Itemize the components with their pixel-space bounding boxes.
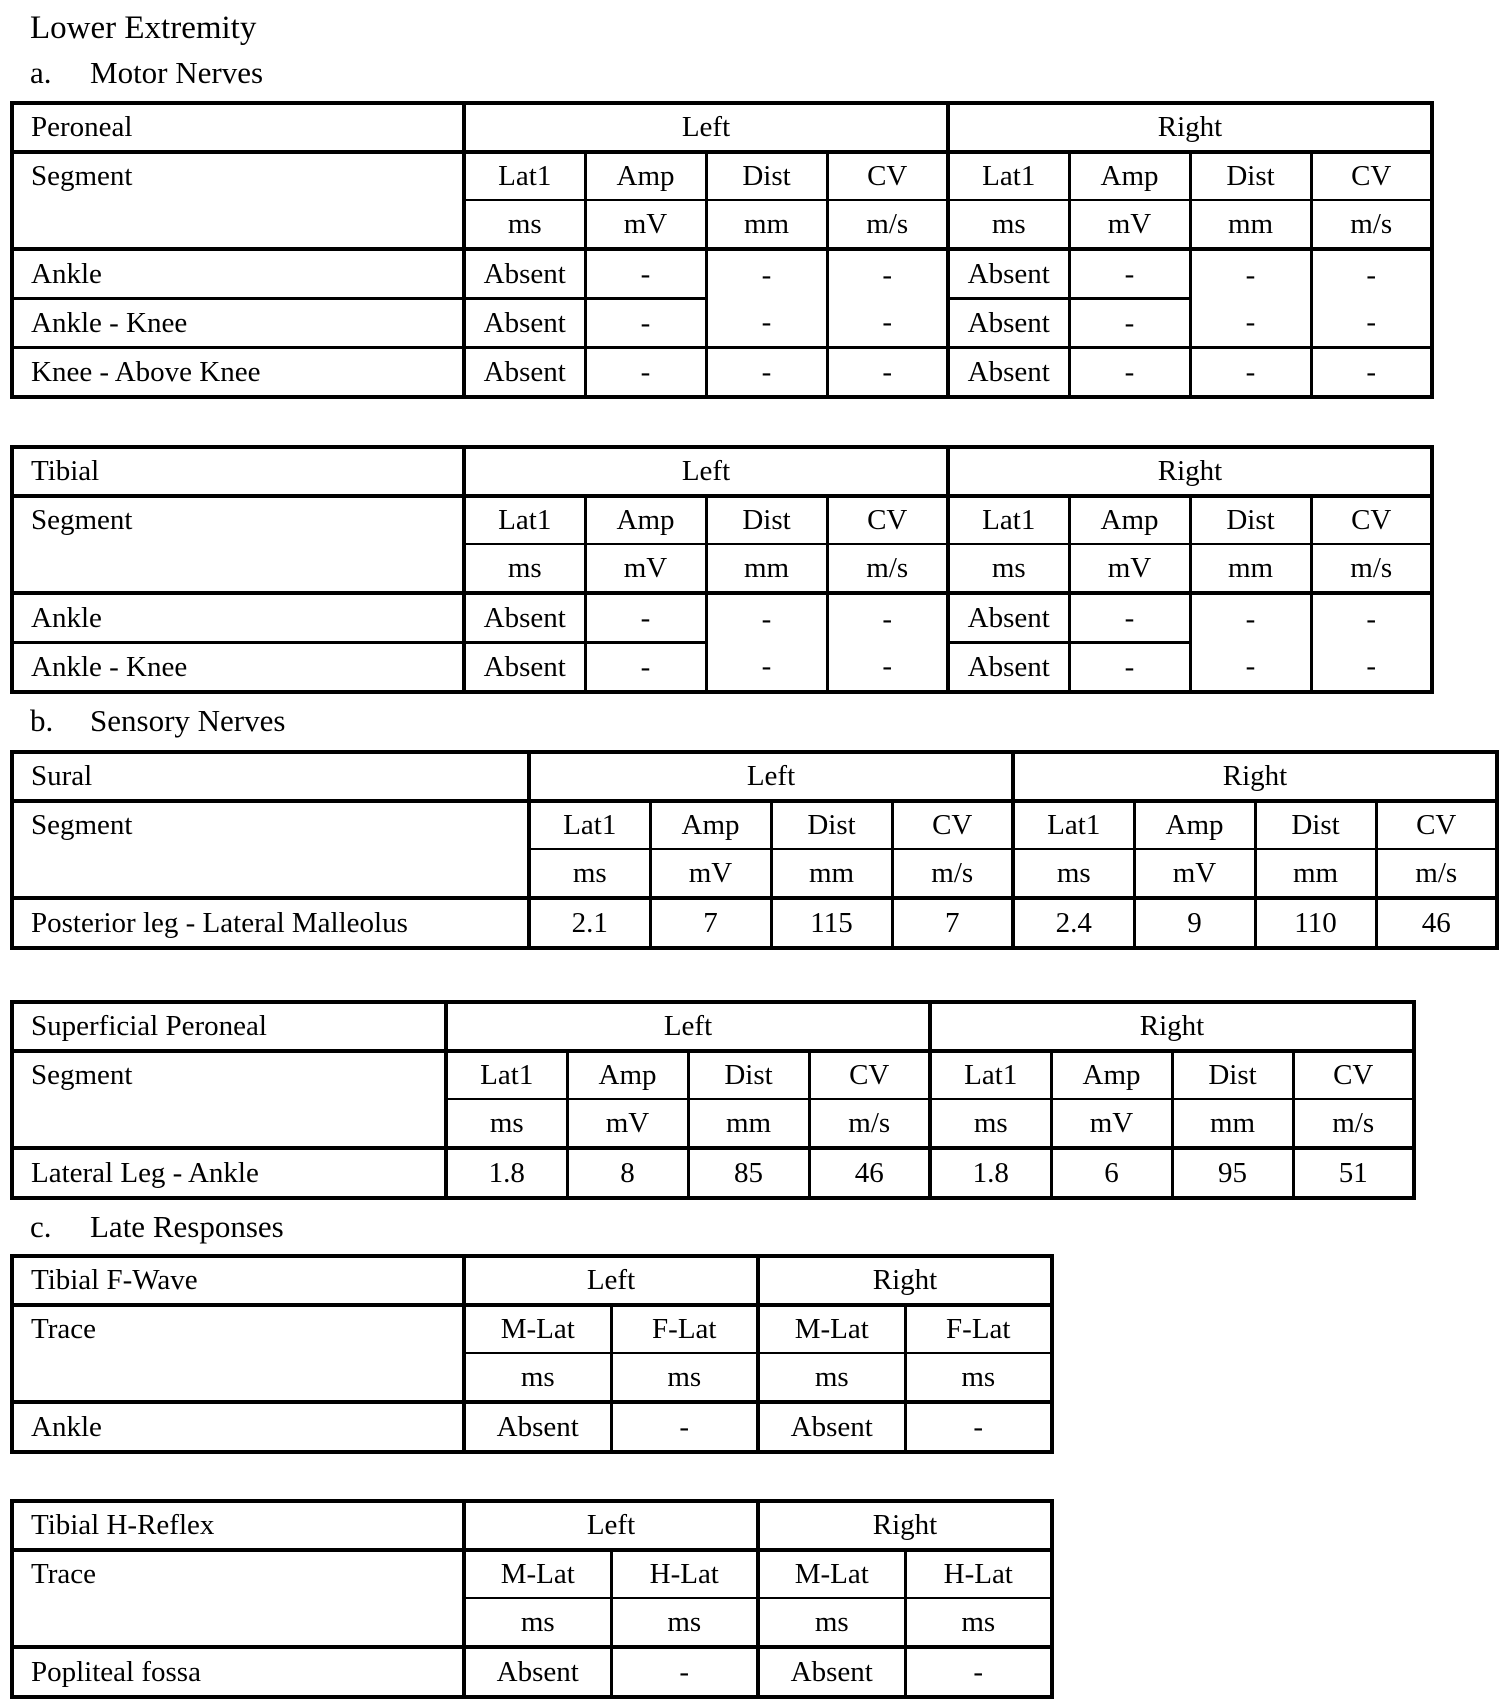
unit: ms (464, 1598, 611, 1647)
unit: ms (446, 1099, 567, 1148)
value: Absent (464, 1402, 611, 1452)
row-label: Lateral Leg - Ankle (12, 1148, 446, 1198)
section-b-heading (30, 700, 1500, 742)
tibial-table (10, 445, 1434, 694)
col-header: Lat1 (529, 801, 650, 849)
section-a-heading (30, 52, 1500, 94)
nerve-name: Sural (12, 752, 529, 801)
group-right: Right (930, 1002, 1414, 1051)
col-header: CV (827, 152, 948, 200)
value: Absent (464, 1647, 611, 1697)
unit: m/s (1293, 1099, 1414, 1148)
col-header: Lat1 (948, 152, 1069, 200)
unit: m/s (1311, 200, 1432, 249)
value: - (1069, 249, 1190, 299)
value: 7 (892, 898, 1013, 948)
value: Absent (464, 299, 585, 348)
unit: mV (585, 200, 706, 249)
trace-header: Trace (12, 1550, 464, 1647)
col-header: Amp (1069, 496, 1190, 544)
value: Absent (464, 643, 585, 693)
value: 1.8 (930, 1148, 1051, 1198)
group-right: Right (948, 103, 1432, 152)
unit: mV (1051, 1099, 1172, 1148)
col-header: Dist (771, 801, 892, 849)
value: - (1190, 299, 1311, 348)
unit: mV (650, 849, 771, 898)
value: 46 (1376, 898, 1497, 948)
group-left: Left (464, 1256, 758, 1305)
unit: mV (567, 1099, 688, 1148)
value: 1.8 (446, 1148, 567, 1198)
unit: ms (905, 1598, 1052, 1647)
col-header: F-Lat (611, 1305, 758, 1353)
unit: ms (758, 1353, 905, 1402)
unit: ms (611, 1353, 758, 1402)
tibial-f-wave-table (10, 1254, 1054, 1454)
unit: mV (1069, 200, 1190, 249)
value: Absent (464, 249, 585, 299)
col-header: Amp (585, 496, 706, 544)
value: Absent (464, 348, 585, 398)
value: - (1190, 348, 1311, 398)
col-header: Lat1 (948, 496, 1069, 544)
table-row (12, 1402, 1052, 1452)
col-header: CV (1311, 152, 1432, 200)
value: - (1366, 602, 1377, 635)
group-right: Right (1013, 752, 1497, 801)
value: 8 (567, 1148, 688, 1198)
value: - (611, 1647, 758, 1697)
table-row (12, 1647, 1052, 1697)
value: 51 (1293, 1148, 1414, 1198)
table-row (12, 1148, 1414, 1198)
value: - (1069, 299, 1190, 348)
row-label: Ankle (12, 593, 464, 643)
segment-header: Segment (12, 496, 464, 593)
value: - (827, 348, 948, 398)
group-left: Left (464, 447, 948, 496)
col-header: Amp (1069, 152, 1190, 200)
unit: ms (930, 1099, 1051, 1148)
value: - (1190, 249, 1311, 299)
unit: mm (1255, 849, 1376, 898)
col-header: F-Lat (905, 1305, 1052, 1353)
unit: ms (1013, 849, 1134, 898)
col-header: Dist (1190, 496, 1311, 544)
col-header: M-Lat (464, 1550, 611, 1598)
unit: m/s (892, 849, 1013, 898)
page-title: Lower Extremity (30, 10, 257, 46)
group-right: Right (758, 1256, 1052, 1305)
group-left: Left (446, 1002, 930, 1051)
unit: ms (948, 200, 1069, 249)
value: - (706, 348, 827, 398)
value: Absent (948, 643, 1069, 693)
row-label: Ankle (12, 1402, 464, 1452)
col-header: M-Lat (758, 1305, 905, 1353)
section-b-label: Sensory Nerves (90, 703, 286, 738)
row-label: Posterior leg - Lateral Malleolus (12, 898, 529, 948)
value: 85 (688, 1148, 809, 1198)
group-left: Left (464, 1501, 758, 1550)
unit: mm (688, 1099, 809, 1148)
value: - (706, 249, 827, 299)
value: - (1190, 593, 1311, 643)
unit: mV (1134, 849, 1255, 898)
section-c-index: c. (30, 1209, 52, 1244)
value: 2.4 (1013, 898, 1134, 948)
trace-header: Trace (12, 1305, 464, 1402)
unit: mm (1190, 544, 1311, 593)
value: - (827, 593, 948, 643)
tibial-h-reflex-table (10, 1499, 1054, 1699)
col-header: Amp (1051, 1051, 1172, 1099)
value: - (1311, 348, 1432, 398)
value: - (827, 643, 948, 693)
col-header: CV (892, 801, 1013, 849)
col-header: Lat1 (446, 1051, 567, 1099)
col-header: Dist (1190, 152, 1311, 200)
unit: mV (585, 544, 706, 593)
row-label: Ankle (12, 249, 464, 299)
unit: m/s (827, 200, 948, 249)
unit: ms (464, 1353, 611, 1402)
table-row (12, 898, 1497, 948)
nerve-name: Tibial (12, 447, 464, 496)
value: - (585, 643, 706, 693)
value: 46 (809, 1148, 930, 1198)
col-header: Lat1 (930, 1051, 1051, 1099)
value: - (1366, 258, 1377, 291)
value: - (706, 643, 827, 693)
value: - (1311, 299, 1432, 348)
superficial-peroneal-table (10, 1000, 1416, 1200)
nerve-name: Peroneal (12, 103, 464, 152)
col-header: Dist (1172, 1051, 1293, 1099)
value: - (1069, 643, 1190, 693)
table-row (12, 593, 1432, 643)
group-left: Left (529, 752, 1013, 801)
value: 9 (1134, 898, 1255, 948)
value: - (1190, 643, 1311, 693)
unit: mm (706, 200, 827, 249)
value: - (706, 593, 827, 643)
peroneal-table (10, 101, 1434, 399)
table-row (12, 249, 1432, 299)
group-left: Left (464, 103, 948, 152)
col-header: Amp (585, 152, 706, 200)
col-header: CV (827, 496, 948, 544)
segment-header: Segment (12, 1051, 446, 1148)
unit: m/s (809, 1099, 930, 1148)
unit: ms (611, 1598, 758, 1647)
col-header: CV (1376, 801, 1497, 849)
value: Absent (464, 593, 585, 643)
value: - (706, 299, 827, 348)
col-header: Lat1 (464, 496, 585, 544)
col-header: M-Lat (464, 1305, 611, 1353)
value: Absent (758, 1402, 905, 1452)
col-header: CV (1293, 1051, 1414, 1099)
unit: ms (948, 544, 1069, 593)
col-header: Lat1 (1013, 801, 1134, 849)
row-label: Ankle - Knee (12, 299, 464, 348)
unit: ms (905, 1353, 1052, 1402)
value: Absent (948, 299, 1069, 348)
row-label: Knee - Above Knee (12, 348, 464, 398)
value: - (585, 299, 706, 348)
col-header: CV (809, 1051, 930, 1099)
unit: mm (1172, 1099, 1293, 1148)
section-b-index: b. (30, 703, 54, 738)
unit: ms (464, 544, 585, 593)
unit: mm (1190, 200, 1311, 249)
col-header: Lat1 (464, 152, 585, 200)
col-header: Amp (650, 801, 771, 849)
value: - (1069, 348, 1190, 398)
section-c-label: Late Responses (90, 1209, 284, 1244)
col-header: Dist (688, 1051, 809, 1099)
table-row (12, 643, 1432, 693)
value: - (827, 249, 948, 299)
unit: mm (706, 544, 827, 593)
table-row (12, 348, 1432, 398)
unit: mm (771, 849, 892, 898)
value: - (585, 348, 706, 398)
value: 6 (1051, 1148, 1172, 1198)
nerve-name: Tibial F-Wave (12, 1256, 464, 1305)
value: Absent (758, 1647, 905, 1697)
col-header: Amp (1134, 801, 1255, 849)
value: - (611, 1402, 758, 1452)
section-a-index: a. (30, 55, 52, 90)
value: Absent (948, 593, 1069, 643)
unit: m/s (827, 544, 948, 593)
value: - (585, 249, 706, 299)
col-header: H-Lat (611, 1550, 758, 1598)
value: - (585, 593, 706, 643)
col-header: Dist (706, 496, 827, 544)
col-header: CV (1311, 496, 1432, 544)
segment-header: Segment (12, 152, 464, 249)
unit: m/s (1311, 544, 1432, 593)
value: 110 (1255, 898, 1376, 948)
col-header: H-Lat (905, 1550, 1052, 1598)
value: 7 (650, 898, 771, 948)
col-header: M-Lat (758, 1550, 905, 1598)
value: - (1069, 593, 1190, 643)
value: 95 (1172, 1148, 1293, 1198)
value: Absent (948, 348, 1069, 398)
group-right: Right (948, 447, 1432, 496)
sural-table (10, 750, 1499, 950)
value: 2.1 (529, 898, 650, 948)
value: - (827, 299, 948, 348)
unit: mV (1069, 544, 1190, 593)
section-a-label: Motor Nerves (90, 55, 264, 90)
unit: ms (529, 849, 650, 898)
group-right: Right (758, 1501, 1052, 1550)
unit: m/s (1376, 849, 1497, 898)
unit: ms (464, 200, 585, 249)
value: 115 (771, 898, 892, 948)
table-row (12, 299, 1432, 348)
col-header: Dist (706, 152, 827, 200)
section-c-heading (30, 1206, 1500, 1248)
nerve-name: Superficial Peroneal (12, 1002, 446, 1051)
unit: ms (758, 1598, 905, 1647)
row-label: Popliteal fossa (12, 1647, 464, 1697)
col-header: Amp (567, 1051, 688, 1099)
value: - (905, 1647, 1052, 1697)
segment-header: Segment (12, 801, 529, 898)
col-header: Dist (1255, 801, 1376, 849)
nerve-name: Tibial H-Reflex (12, 1501, 464, 1550)
value: - (1311, 643, 1432, 693)
value: - (905, 1402, 1052, 1452)
value: Absent (948, 249, 1069, 299)
row-label: Ankle - Knee (12, 643, 464, 693)
